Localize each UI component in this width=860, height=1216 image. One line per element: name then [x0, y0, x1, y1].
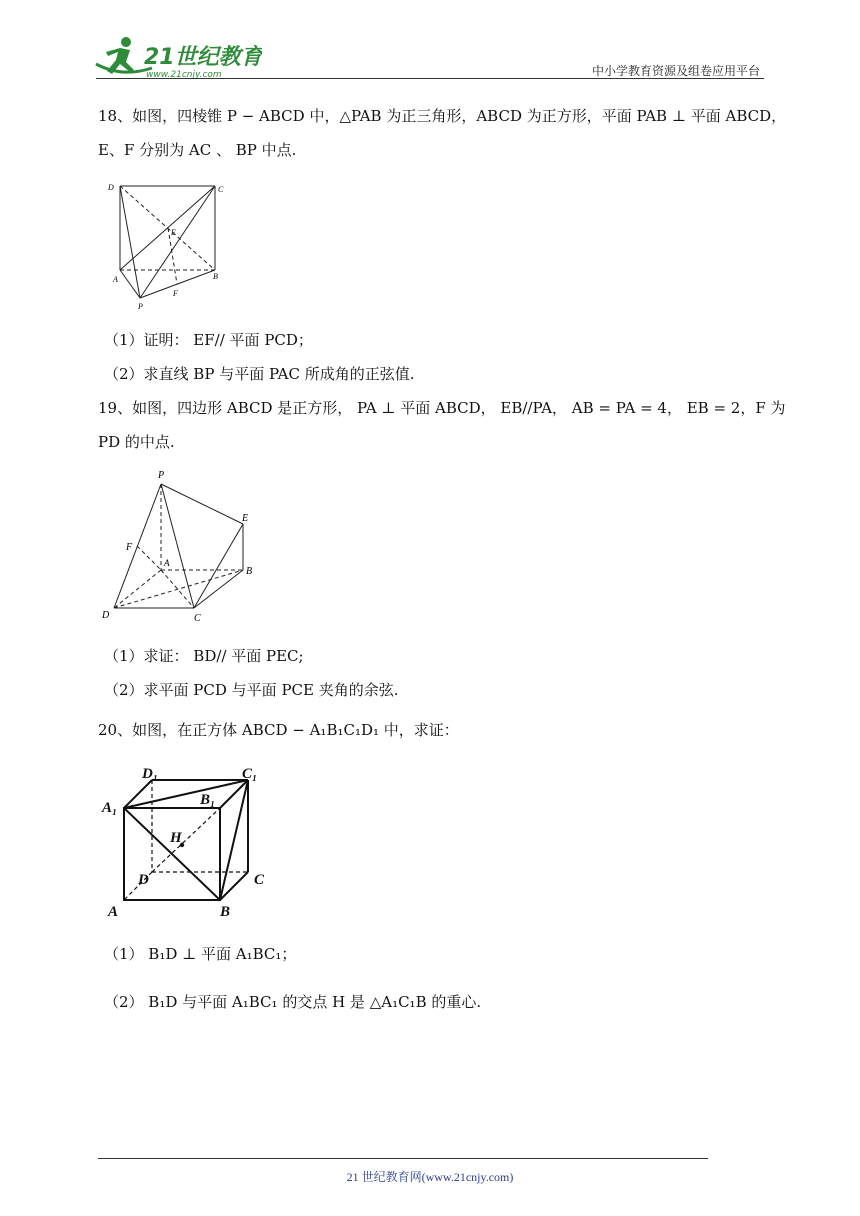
q20-label-B1: B₁	[200, 792, 216, 808]
q18-label-C: C	[218, 185, 224, 194]
q18-label-E: E	[171, 228, 176, 237]
q20-label-C1: C₁	[242, 766, 258, 782]
q20-label-B: B	[220, 904, 231, 920]
footer-site-text: 21 世纪教育网(www.21cnjy.com)	[346, 1170, 514, 1184]
footer-divider	[98, 1158, 708, 1159]
q18-label-D: D	[108, 183, 114, 192]
site-logo	[92, 34, 262, 82]
q19-figure	[96, 466, 266, 626]
q18-label-F: F	[173, 289, 178, 298]
q20-label-D: D	[138, 872, 149, 888]
q18-label-A: A	[113, 275, 118, 284]
header-platform-text: 中小学教育资源及组卷应用平台	[591, 64, 760, 78]
q19-part2: （2）求平面 PCD 与平面 PCE 夹角的余弦.	[104, 681, 399, 699]
q20-label-A1: A₁	[102, 800, 118, 816]
q20-part2: （2） B₁D 与平面 A₁BC₁ 的交点 H 是 △A₁C₁B 的重心.	[104, 993, 482, 1011]
q20-label-D1: D₁	[142, 766, 159, 782]
q20-stem-line1: 20、如图，在正方体 ABCD − A₁B₁C₁D₁ 中，求证：	[98, 721, 459, 739]
logo-text: 21世纪教育	[144, 45, 262, 70]
q19-label-A: A	[164, 558, 170, 568]
q19-part1: （1）求证： BD// 平面 PEC;	[104, 647, 304, 665]
q18-label-P: P	[138, 302, 143, 311]
q19-label-P: P	[158, 470, 165, 481]
q20-label-C: C	[254, 872, 265, 888]
q18-figure	[100, 178, 235, 313]
q18-label-B: B	[213, 272, 218, 281]
q20-figure	[100, 760, 280, 920]
q18-stem-line2: E、F 分别为 AC 、 BP 中点.	[98, 141, 297, 159]
q18-part2: （2）求直线 BP 与平面 PAC 所成角的正弦值.	[104, 365, 415, 383]
q19-stem-line1: 19、如图，四边形 ABCD 是正方形， PA ⊥ 平面 ABCD， EB//PA， AB = PA = 4， EB = 2，F 为	[98, 399, 786, 417]
q20-label-A: A	[108, 904, 119, 920]
q19-stem-line2: PD 的中点.	[98, 433, 175, 451]
q19-label-C: C	[194, 613, 201, 624]
q18-stem-line1: 18、如图，四棱锥 P − ABCD 中，△PAB 为正三角形，ABCD 为正方形，平面 PAB ⊥ 平面 ABCD，	[98, 107, 787, 125]
q19-label-F: F	[126, 542, 133, 553]
header-divider	[96, 78, 764, 79]
q18-part1: （1）证明： EF// 平面 PCD；	[104, 331, 313, 349]
q19-label-E: E	[242, 513, 249, 524]
q20-label-H: H	[170, 830, 182, 846]
q19-label-B: B	[246, 566, 253, 577]
q19-label-D: D	[102, 610, 110, 621]
logo-url: www.21cnjy.com	[146, 70, 222, 80]
q20-part1: （1） B₁D ⊥ 平面 A₁BC₁；	[104, 945, 297, 963]
